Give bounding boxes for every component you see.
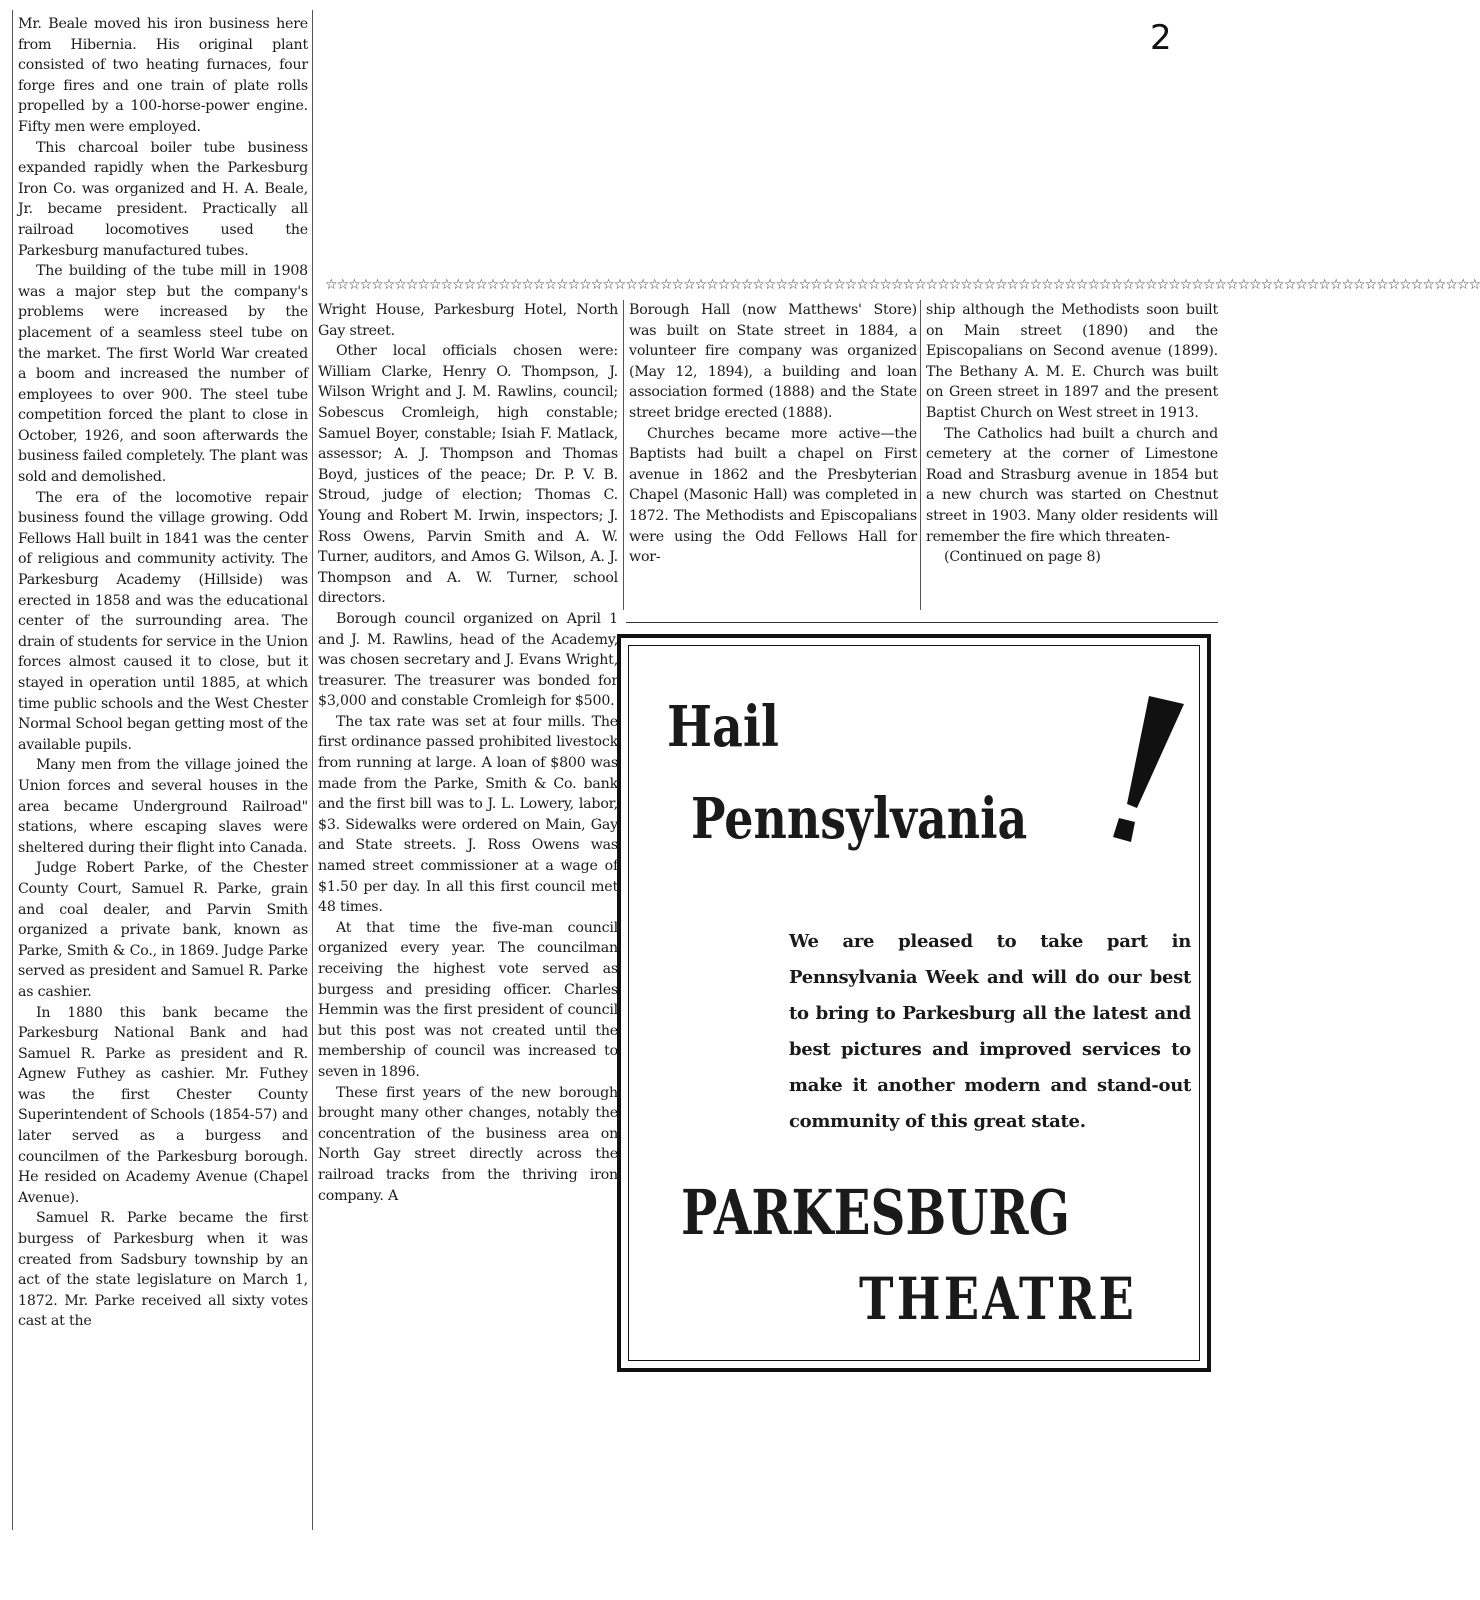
paragraph: Wright House, Parkesburg Hotel, North Gay street. bbox=[318, 302, 618, 339]
paragraph: Samuel R. Parke became the first burgess of Parkesburg when it was created from Sadsbury township by an act of the state legislature on March 1, 1872. Mr. Parke received all sixty votes cast at the bbox=[18, 1210, 308, 1330]
ad-theatre-label: THEATRE bbox=[859, 1265, 1138, 1333]
theatre-advertisement bbox=[617, 634, 1211, 1372]
paragraph: Churches became more active—the Baptists had built a chapel on First avenue in 1862 and the Presbyterian Chapel (Masonic Hall) was completed in 1872. The Methodists and Episcopalians were using the Odd Fellows Hall for wor- bbox=[629, 425, 917, 566]
exclamation-icon bbox=[1109, 696, 1189, 846]
ad-inner-border bbox=[628, 645, 1200, 1361]
paragraph: In 1880 this bank became the Parkesburg National Bank and had Samuel R. Parke as president and R. Agnew Futhey as cashier. Mr. Futhey was the first Chester County Superintendent of Schools (1854-57) and later served as a burgess and councilmen of the Parkesburg borough. He resided on Academy Avenue (Chapel Avenue). bbox=[18, 1004, 308, 1206]
article-column-2 bbox=[318, 300, 618, 1380]
paragraph: ship although the Methodists soon built on Main street (1890) and the Episcopalians on Second avenue (1899). The Bethany A. M. E. Church was built on Green street in 1897 and the present Baptist Church on West street in 1913. bbox=[926, 302, 1218, 421]
column-rule-left bbox=[12, 10, 13, 1530]
column-rule-3 bbox=[920, 300, 921, 610]
page-number: 2 bbox=[1150, 18, 1172, 58]
paragraph: At that time the five-man council organized every year. The councilman receiving the highest vote served as burgess and presiding officer. Charles Hemmin was the first president of council but this post was not created until the membership of council was increased to seven in 1896. bbox=[318, 919, 618, 1080]
article-column-3 bbox=[629, 300, 917, 620]
paragraph: These first years of the new borough brought many other changes, notably the concentration of the business area on North Gay street directly across the railroad tracks from the thriving iron company. A bbox=[318, 1084, 618, 1204]
column-rule-2 bbox=[623, 300, 624, 610]
column-rule-1 bbox=[312, 10, 313, 1530]
paragraph: Borough council organized on April 1 and J. M. Rawlins, head of the Academy, was chosen secretary and J. Evans Wright, treasurer. The treasurer was bonded for $3,000 and constable Cromleigh for $500. bbox=[318, 610, 618, 710]
ad-headline-pennsylvania: Pennsylvania bbox=[691, 786, 1028, 852]
ad-top-rule bbox=[626, 622, 1218, 623]
paragraph: The tax rate was set at four mills. The first ordinance passed prohibited livestock from running at large. A loan of $800 was made from the Parke, Smith & Co. bank and the first bill was to J. L. Lowery, labor, $3. Sidewalks were ordered on Main, Gay and State streets. J. Ross Owens was named street commissioner at a wage of $1.50 per day. In all this first council met 48 times. bbox=[318, 713, 618, 916]
paragraph: The era of the locomotive repair business found the village growing. Odd Fellows Hall built in 1841 was the center of religious and community activity. The Parkesburg Academy (Hillside) was erected in 1858 and was the educational center of the surrounding area. The drain of students for service in the Union forces almost caused it to close, but it stayed in operation until 1885, at which time public schools and the West Chester Normal School began getting most of the available pupils. bbox=[18, 489, 308, 753]
continued-note: (Continued on page 8) bbox=[944, 549, 1101, 566]
article-column-4 bbox=[926, 300, 1218, 620]
paragraph: Judge Robert Parke, of the Chester County Court, Samuel R. Parke, grain and coal dealer, and Parvin Smith organized a private bank, known as Parke, Smith & Co., in 1869. Judge Parke served as president and Samuel R. Parke as cashier. bbox=[18, 860, 308, 1000]
ad-headline-hail: Hail bbox=[667, 694, 779, 760]
paragraph: Other local officials chosen were: William Clarke, Henry O. Thompson, J. Wilson Wright and J. M. Rawlins, council; Sobescus Cromleigh, high constable; Samuel Boyer, constable; Isiah F. Matlack, assessor; A. J. Thompson and Thomas Boyd, justices of the peace; Dr. P. V. B. Stroud, judge of election; Thomas C. Young and Robert M. Irwin, inspectors; J. Ross Owens, Parvin Smith and A. W. Turner, auditors, and Amos G. Wilson, A. J. Thompson and A. W. Turner, school directors. bbox=[318, 343, 618, 607]
paragraph: Borough Hall (now Matthews' Store) was built on State street in 1884, a volunteer fire company was organized (May 12, 1894), a building and loan association formed (1888) and the State street bridge erected (1888). bbox=[629, 302, 917, 421]
paragraph: Many men from the village joined the Union forces and several houses in the area became Underground Railroad" stations, where escaping slaves were sheltered during their flight into Canada. bbox=[18, 757, 308, 856]
paragraph: This charcoal boiler tube business expanded rapidly when the Parkesburg Iron Co. was organized and H. A. Beale, Jr. became president. Practically all railroad locomotives used the Parkesburg manufactured tubes. bbox=[18, 139, 308, 259]
paragraph: The Catholics had built a church and cemetery at the corner of Limestone Road and Strasburg avenue in 1854 but a new church was started on Chestnut street in 1903. Many older residents will remember the fire which threaten- bbox=[926, 425, 1218, 545]
ad-body-text: We are pleased to take part in Pennsylvania Week and will do our best to bring to Parkesburg all the latest and best pictures and improved services to make it another modern and stand-out community of this great state. bbox=[789, 931, 1191, 1132]
ad-theatre-name: PARKESBURG bbox=[681, 1176, 1070, 1249]
star-border: ☆☆☆☆☆☆☆☆☆☆☆☆☆☆☆☆☆☆☆☆☆☆☆☆☆☆☆☆☆☆☆☆☆☆☆☆☆☆☆☆☆☆☆☆☆☆☆☆☆☆☆☆☆☆☆☆☆☆☆☆☆☆☆☆☆☆☆☆☆☆☆☆☆☆☆☆☆☆☆☆☆☆☆☆☆☆☆☆☆☆☆☆☆☆☆☆☆☆☆☆ bbox=[325, 277, 1480, 293]
paragraph: Mr. Beale moved his iron business here from Hibernia. His original plant consisted of two heating furnaces, four forge fires and one train of plate rolls propelled by a 100-horse-power engine. Fifty men were employed. bbox=[18, 16, 308, 135]
paragraph: The building of the tube mill in 1908 was a major step but the company's problems were increased by the placement of a seamless steel tube on the market. The first World War created a boom and increased the number of employees to over 900. The steel tube competition forced the plant to close in October, 1926, and soon afterwards the business failed completely. The plant was sold and demolished. bbox=[18, 263, 308, 486]
article-column-1 bbox=[18, 14, 308, 1534]
